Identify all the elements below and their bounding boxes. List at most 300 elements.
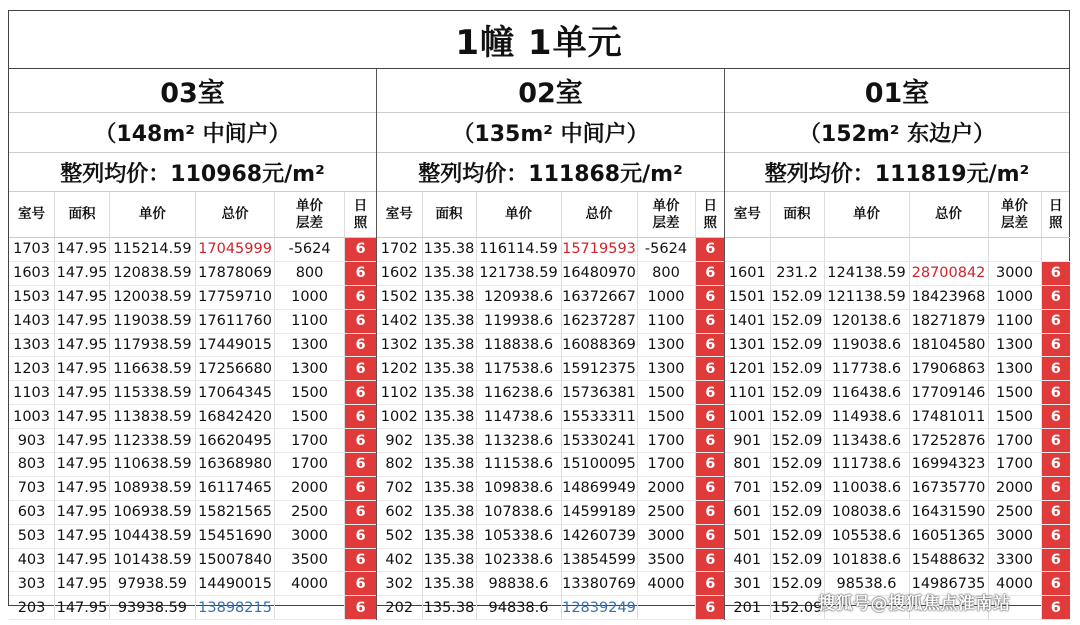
cell-room: 1401 xyxy=(725,309,770,333)
cell-area: 135.38 xyxy=(422,261,476,285)
unit-area-desc: （135m² 中间户） xyxy=(377,113,724,153)
cell-diff: 1100 xyxy=(275,309,345,333)
cell-room: 703 xyxy=(9,476,55,500)
cell-price: 120038.59 xyxy=(109,285,195,309)
cell-total: 16620495 xyxy=(196,429,275,453)
cell-diff: 1100 xyxy=(637,309,695,333)
cell-room: 503 xyxy=(9,524,55,548)
cell-room: 1303 xyxy=(9,333,55,357)
cell-room: 803 xyxy=(9,453,55,477)
cell-area: 152.09 xyxy=(770,548,824,572)
cell-diff: 1500 xyxy=(637,381,695,405)
table-row xyxy=(377,596,725,620)
cell-total: 17256680 xyxy=(196,357,275,381)
cell-room: 303 xyxy=(9,572,55,596)
cell-total: 13380769 xyxy=(561,572,637,596)
cell-total: 18271879 xyxy=(909,309,988,333)
cell-diff: 800 xyxy=(275,261,345,285)
cell-diff: 2000 xyxy=(275,476,345,500)
header-unit-price: 单价 xyxy=(109,192,195,238)
cell-area: 152.09 xyxy=(770,405,824,429)
cell-room: 1602 xyxy=(377,261,422,285)
table-row xyxy=(9,309,376,333)
table-row xyxy=(377,285,725,309)
cell-area: 147.95 xyxy=(55,476,110,500)
cell-sun: 6 xyxy=(1041,333,1070,357)
cell-total: 17449015 xyxy=(196,333,275,357)
cell-price: 113438.6 xyxy=(824,429,909,453)
table-row xyxy=(9,238,376,262)
cell-total: 16368980 xyxy=(196,453,275,477)
cell-sun: 6 xyxy=(345,596,376,620)
header-sun-line: 日 xyxy=(703,197,717,214)
cell-area: 147.95 xyxy=(55,596,110,620)
cell-price: 105338.6 xyxy=(476,524,561,548)
cell-sun: 6 xyxy=(345,238,376,262)
cell-price: 116114.59 xyxy=(476,238,561,262)
cell-sun: 6 xyxy=(695,333,725,357)
cell-area: 135.38 xyxy=(422,453,476,477)
table-row xyxy=(725,285,1070,309)
cell-diff: 1500 xyxy=(988,405,1041,429)
cell-sun: 6 xyxy=(1041,429,1070,453)
cell-room: 501 xyxy=(725,524,770,548)
cell-area: 152.09 xyxy=(770,453,824,477)
cell-sun: 6 xyxy=(695,405,725,429)
header-total: 总价 xyxy=(561,192,637,238)
cell-price: 94838.6 xyxy=(476,596,561,620)
cell-total: 18423968 xyxy=(909,285,988,309)
cell-sun: 6 xyxy=(695,548,725,572)
cell-room: 1302 xyxy=(377,333,422,357)
cell-area: 147.95 xyxy=(55,405,110,429)
cell-total: 14260739 xyxy=(561,524,637,548)
cell-sun: 6 xyxy=(1041,261,1070,285)
cell-area: 147.95 xyxy=(55,261,110,285)
table-row xyxy=(725,405,1070,429)
table-row xyxy=(9,500,376,524)
cell-sun: 6 xyxy=(345,572,376,596)
cell-price: 114938.6 xyxy=(824,405,909,429)
cell-sun: 6 xyxy=(695,429,725,453)
cell-price: 120838.59 xyxy=(109,261,195,285)
cell-area: 147.95 xyxy=(55,500,110,524)
cell-diff: 3000 xyxy=(988,261,1041,285)
table-row xyxy=(725,238,1070,262)
cell-area: 147.95 xyxy=(55,548,110,572)
cell-area: 135.38 xyxy=(422,500,476,524)
cell-price: 116638.59 xyxy=(109,357,195,381)
cell-diff: 3000 xyxy=(637,524,695,548)
header-sun xyxy=(695,192,725,238)
table-row xyxy=(377,238,725,262)
cell-area: 135.38 xyxy=(422,381,476,405)
cell-price: 109838.6 xyxy=(476,476,561,500)
table-row xyxy=(725,429,1070,453)
cell-diff: 2500 xyxy=(637,500,695,524)
cell-price: 119038.59 xyxy=(109,309,195,333)
header-area: 面积 xyxy=(55,192,110,238)
unit-avg-price: 整列均价：111819元/m² xyxy=(725,153,1069,192)
cell-sun: 6 xyxy=(345,285,376,309)
header-diff-line: 单价 xyxy=(652,197,680,214)
cell-room: 1103 xyxy=(9,381,55,405)
cell-diff: 4000 xyxy=(637,572,695,596)
cell-price: 101838.6 xyxy=(824,548,909,572)
cell-sun: 6 xyxy=(345,333,376,357)
cell-sun: 6 xyxy=(1041,381,1070,405)
table-row xyxy=(9,333,376,357)
cell-diff: 800 xyxy=(637,261,695,285)
cell-diff: 1700 xyxy=(637,429,695,453)
cell-diff: 2000 xyxy=(637,476,695,500)
cell-room: 201 xyxy=(725,596,770,620)
cell-diff: 1500 xyxy=(275,405,345,429)
unit-avg-price: 整列均价：111868元/m² xyxy=(377,153,724,192)
table-row xyxy=(377,261,725,285)
cell-diff: -5624 xyxy=(275,238,345,262)
cell-sun: 6 xyxy=(695,381,725,405)
cell-room: 1102 xyxy=(377,381,422,405)
cell-area: 231.2 xyxy=(770,261,824,285)
cell-sun: 6 xyxy=(345,453,376,477)
cell-total: 15736381 xyxy=(561,381,637,405)
table-row xyxy=(377,357,725,381)
cell-diff: 1300 xyxy=(637,357,695,381)
cell-sun: 6 xyxy=(345,500,376,524)
cell-diff: 3000 xyxy=(275,524,345,548)
cell-area: 147.95 xyxy=(55,524,110,548)
header-diff xyxy=(637,192,695,238)
cell-total xyxy=(909,238,988,262)
cell-price: 120938.6 xyxy=(476,285,561,309)
cell-diff: 1300 xyxy=(637,333,695,357)
cell-total: 17045999 xyxy=(196,238,275,262)
cell-price: 117938.59 xyxy=(109,333,195,357)
table-row xyxy=(9,596,376,620)
cell-room: 402 xyxy=(377,548,422,572)
cell-room: 1402 xyxy=(377,309,422,333)
header-total: 总价 xyxy=(196,192,275,238)
header-sun-line: 照 xyxy=(703,214,717,231)
cell-diff: 1100 xyxy=(988,309,1041,333)
header-unit-price: 单价 xyxy=(476,192,561,238)
cell-total: 16480970 xyxy=(561,261,637,285)
cell-diff: 2500 xyxy=(275,500,345,524)
cell-room: 1002 xyxy=(377,405,422,429)
cell-sun: 6 xyxy=(695,261,725,285)
cell-price: 102338.6 xyxy=(476,548,561,572)
cell-price: 106938.59 xyxy=(109,500,195,524)
table-row xyxy=(725,309,1070,333)
cell-room: 1202 xyxy=(377,357,422,381)
header-room: 室号 xyxy=(377,192,422,238)
cell-room: 1003 xyxy=(9,405,55,429)
table-row xyxy=(377,333,725,357)
cell-room: 203 xyxy=(9,596,55,620)
table-row xyxy=(725,476,1070,500)
cell-sun: 6 xyxy=(345,309,376,333)
cell-total: 16051365 xyxy=(909,524,988,548)
cell-sun: 6 xyxy=(695,500,725,524)
cell-area: 152.09 xyxy=(770,596,824,620)
cell-total: 14869949 xyxy=(561,476,637,500)
cell-area: 135.38 xyxy=(422,548,476,572)
cell-total: 17709146 xyxy=(909,381,988,405)
cell-room: 1201 xyxy=(725,357,770,381)
header-room: 室号 xyxy=(725,192,770,238)
cell-price: 98538.6 xyxy=(824,572,909,596)
cell-sun: 6 xyxy=(695,309,725,333)
cell-area: 135.38 xyxy=(422,524,476,548)
header-diff xyxy=(275,192,345,238)
cell-sun: 6 xyxy=(695,357,725,381)
cell-area: 152.09 xyxy=(770,429,824,453)
cell-sun: 6 xyxy=(1041,524,1070,548)
cell-total: 15912375 xyxy=(561,357,637,381)
cell-price: 114738.6 xyxy=(476,405,561,429)
cell-total: 16237287 xyxy=(561,309,637,333)
cell-sun: 6 xyxy=(695,453,725,477)
unit-column-0 xyxy=(9,69,376,620)
unit-area-desc: （152m² 东边户） xyxy=(725,113,1069,153)
cell-price: 108038.6 xyxy=(824,500,909,524)
cell-area: 147.95 xyxy=(55,333,110,357)
cell-total: 13854599 xyxy=(561,548,637,572)
cell-diff: 1300 xyxy=(275,333,345,357)
cell-price: 115214.59 xyxy=(109,238,195,262)
cell-price: 108938.59 xyxy=(109,476,195,500)
cell-total: 14490015 xyxy=(196,572,275,596)
cell-price: 105538.6 xyxy=(824,524,909,548)
table-row xyxy=(725,381,1070,405)
cell-total: 15330241 xyxy=(561,429,637,453)
cell-diff: -5624 xyxy=(637,238,695,262)
cell-sun: 6 xyxy=(345,476,376,500)
cell-diff: 1500 xyxy=(275,381,345,405)
unit-name: 01室 xyxy=(725,69,1069,113)
cell-diff xyxy=(637,596,695,620)
cell-room: 202 xyxy=(377,596,422,620)
price-sheet xyxy=(8,10,1070,616)
header-sun xyxy=(345,192,376,238)
cell-price: 117738.6 xyxy=(824,357,909,381)
cell-diff: 1300 xyxy=(988,333,1041,357)
cell-room: 601 xyxy=(725,500,770,524)
cell-diff: 3000 xyxy=(988,524,1041,548)
cell-sun: 6 xyxy=(695,596,725,620)
cell-price: 116438.6 xyxy=(824,381,909,405)
header-sun-line: 日 xyxy=(353,197,368,214)
cell-room: 1601 xyxy=(725,261,770,285)
cell-price: 119938.6 xyxy=(476,309,561,333)
table-row xyxy=(725,261,1070,285)
cell-diff: 2500 xyxy=(988,500,1041,524)
table-row xyxy=(725,548,1070,572)
cell-diff: 3300 xyxy=(988,548,1041,572)
header-sun-line: 照 xyxy=(1049,214,1063,231)
cell-area: 147.95 xyxy=(55,357,110,381)
header-sun-line: 日 xyxy=(1049,197,1063,214)
cell-room: 901 xyxy=(725,429,770,453)
header-diff xyxy=(988,192,1041,238)
cell-area: 152.09 xyxy=(770,309,824,333)
cell-sun: 6 xyxy=(345,548,376,572)
cell-price: 110638.59 xyxy=(109,453,195,477)
cell-area: 152.09 xyxy=(770,524,824,548)
cell-sun: 6 xyxy=(1041,548,1070,572)
cell-sun: 6 xyxy=(1041,596,1070,620)
cell-price: 124138.59 xyxy=(824,261,909,285)
cell-price: 112338.59 xyxy=(109,429,195,453)
table-row xyxy=(9,548,376,572)
cell-price: 110038.6 xyxy=(824,476,909,500)
cell-room: 301 xyxy=(725,572,770,596)
cell-price xyxy=(824,238,909,262)
cell-total: 17481011 xyxy=(909,405,988,429)
cell-area: 135.38 xyxy=(422,596,476,620)
table-row xyxy=(377,381,725,405)
cell-price: 101438.59 xyxy=(109,548,195,572)
cell-room: 1203 xyxy=(9,357,55,381)
table-row xyxy=(9,476,376,500)
unit-name: 02室 xyxy=(377,69,724,113)
cell-price: 93938.59 xyxy=(109,596,195,620)
table-row xyxy=(377,309,725,333)
cell-sun: 6 xyxy=(695,524,725,548)
table-row xyxy=(9,453,376,477)
cell-diff: 1000 xyxy=(988,285,1041,309)
cell-area: 152.09 xyxy=(770,381,824,405)
header-room: 室号 xyxy=(9,192,55,238)
cell-room: 401 xyxy=(725,548,770,572)
cell-area: 147.95 xyxy=(55,381,110,405)
unit-name: 03室 xyxy=(9,69,376,113)
header-sun-line: 照 xyxy=(353,214,368,231)
cell-price: 121138.59 xyxy=(824,285,909,309)
cell-area: 152.09 xyxy=(770,357,824,381)
cell-room: 1502 xyxy=(377,285,422,309)
cell-area: 152.09 xyxy=(770,333,824,357)
cell-total: 17906863 xyxy=(909,357,988,381)
cell-area: 135.38 xyxy=(422,405,476,429)
table-row xyxy=(725,500,1070,524)
cell-price: 97938.59 xyxy=(109,572,195,596)
cell-total: 17878069 xyxy=(196,261,275,285)
cell-room: 902 xyxy=(377,429,422,453)
cell-area: 135.38 xyxy=(422,333,476,357)
header-total: 总价 xyxy=(909,192,988,238)
cell-total: 17252876 xyxy=(909,429,988,453)
cell-area: 147.95 xyxy=(55,238,110,262)
cell-total: 15533311 xyxy=(561,405,637,429)
cell-area: 135.38 xyxy=(422,285,476,309)
table-row xyxy=(377,500,725,524)
cell-diff xyxy=(275,596,345,620)
header-sun xyxy=(1041,192,1070,238)
table-row xyxy=(725,333,1070,357)
cell-diff: 1700 xyxy=(275,453,345,477)
cell-total: 12839249 xyxy=(561,596,637,620)
cell-price: 121738.59 xyxy=(476,261,561,285)
cell-diff: 1000 xyxy=(275,285,345,309)
cell-total: 15821565 xyxy=(196,500,275,524)
cell-price: 115338.59 xyxy=(109,381,195,405)
cell-total: 15488632 xyxy=(909,548,988,572)
cell-sun: 6 xyxy=(345,261,376,285)
cell-sun xyxy=(1041,238,1070,262)
table-row xyxy=(9,429,376,453)
cell-diff: 3500 xyxy=(637,548,695,572)
unit-area-desc: （148m² 中间户） xyxy=(9,113,376,153)
cell-room: 1503 xyxy=(9,285,55,309)
cell-room: 1501 xyxy=(725,285,770,309)
cell-room: 1101 xyxy=(725,381,770,405)
cell-total: 16431590 xyxy=(909,500,988,524)
cell-total: 16372667 xyxy=(561,285,637,309)
cell-total: 14599189 xyxy=(561,500,637,524)
table-row xyxy=(9,405,376,429)
cell-sun: 6 xyxy=(345,405,376,429)
cell-total: 18104580 xyxy=(909,333,988,357)
cell-room: 1301 xyxy=(725,333,770,357)
table-row xyxy=(377,524,725,548)
cell-total: 17759710 xyxy=(196,285,275,309)
cell-diff: 4000 xyxy=(988,572,1041,596)
table-row xyxy=(377,548,725,572)
cell-total: 13898215 xyxy=(196,596,275,620)
cell-sun: 6 xyxy=(1041,572,1070,596)
cell-total: 16088369 xyxy=(561,333,637,357)
cell-sun: 6 xyxy=(1041,476,1070,500)
cell-price: 113238.6 xyxy=(476,429,561,453)
cell-area: 147.95 xyxy=(55,453,110,477)
unit-avg-price: 整列均价：110968元/m² xyxy=(9,153,376,192)
building-title: 1幢 1单元 xyxy=(9,11,1069,69)
cell-sun: 6 xyxy=(1041,405,1070,429)
cell-sun: 6 xyxy=(345,524,376,548)
unit-column-1 xyxy=(376,69,724,620)
cell-room: 1703 xyxy=(9,238,55,262)
cell-area: 135.38 xyxy=(422,572,476,596)
table-row xyxy=(9,572,376,596)
price-table xyxy=(9,192,376,620)
cell-price: 104438.59 xyxy=(109,524,195,548)
cell-total: 16842420 xyxy=(196,405,275,429)
table-row xyxy=(9,285,376,309)
cell-price: 111738.6 xyxy=(824,453,909,477)
cell-sun: 6 xyxy=(695,572,725,596)
unit-columns xyxy=(9,69,1069,620)
table-row xyxy=(377,453,725,477)
cell-area: 135.38 xyxy=(422,476,476,500)
table-row xyxy=(377,572,725,596)
cell-diff: 1300 xyxy=(988,357,1041,381)
cell-price: 119038.6 xyxy=(824,333,909,357)
cell-price: 117538.6 xyxy=(476,357,561,381)
cell-price: 118838.6 xyxy=(476,333,561,357)
cell-room xyxy=(725,238,770,262)
unit-column-2 xyxy=(724,69,1069,620)
header-diff-line: 层差 xyxy=(652,214,680,231)
cell-sun: 6 xyxy=(345,357,376,381)
cell-diff: 1500 xyxy=(637,405,695,429)
cell-price: 111538.6 xyxy=(476,453,561,477)
cell-diff: 1700 xyxy=(637,453,695,477)
cell-sun: 6 xyxy=(695,238,725,262)
table-row xyxy=(725,524,1070,548)
cell-sun: 6 xyxy=(345,429,376,453)
